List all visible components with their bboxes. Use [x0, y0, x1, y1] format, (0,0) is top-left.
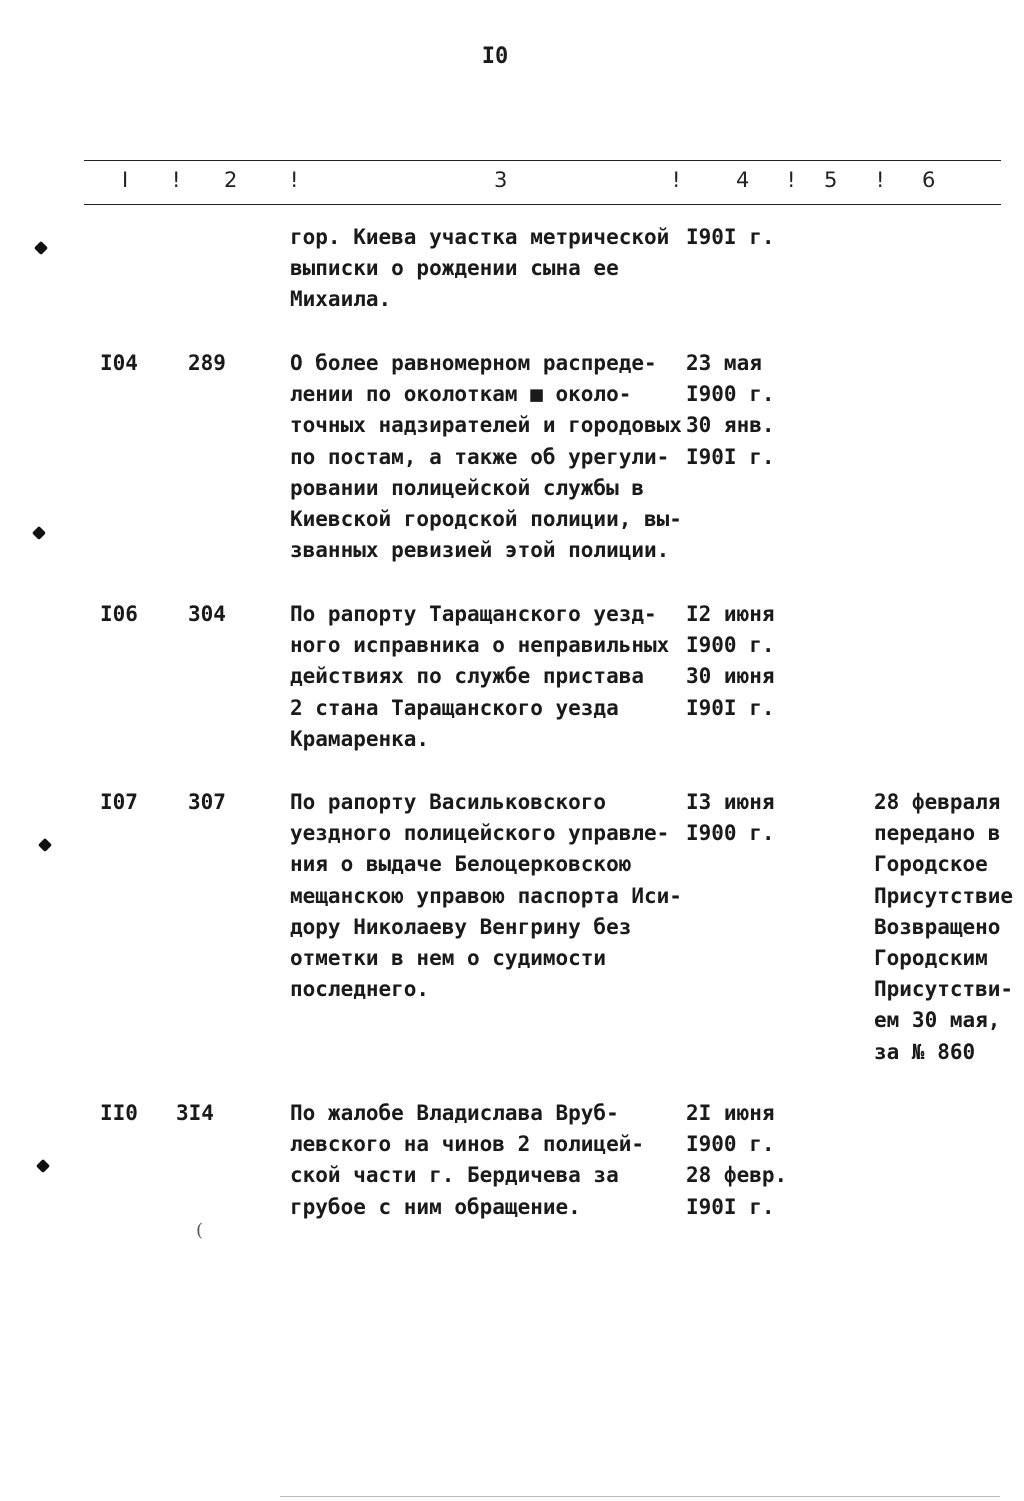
row-delo-number: 307: [188, 790, 226, 814]
header-col-2: 2: [224, 168, 238, 192]
row-description: гор. Киева участка метрической выписки о рождении сына ее Михаила.: [290, 225, 670, 312]
row-number: I04: [100, 351, 138, 375]
row-dates: I90I г.: [686, 225, 775, 249]
row-number: II0: [100, 1101, 138, 1125]
row-dates: I2 июня I900 г. 30 июня I90I г.: [686, 602, 775, 720]
header-col-5: 5: [824, 168, 838, 192]
header-separator: !: [876, 168, 885, 192]
header-bottom-rule: [84, 204, 1001, 205]
header-separator: !: [290, 168, 299, 192]
binder-hole-mark: [34, 241, 48, 255]
row-description: По рапорту Таращанского уезд- ного исправника о неправильных действиях по службе пристава 2 стана Таращанского уезда Крамаренка.: [290, 602, 670, 751]
header-separator: !: [672, 168, 681, 192]
row-delo-number: 289: [188, 351, 226, 375]
row-description: По рапорту Васильковского уездного полицейского управле- ния о выдаче Белоцерковскою мещанскою управою паспорта Иси- дору Николаеву Венгрину без отметки в нем о судимости последнего.: [290, 790, 682, 1002]
row-description: О более равномерном распреде- лении по околоткам ■ около- точных надзирателей и городовых по постам, а также об урегули- ровании полицейской службы в Киевской городской полиции, вы- званных ревизией этой полиции.: [290, 351, 682, 563]
row-delo-number: 3I4: [176, 1101, 214, 1125]
row-description: По жалобе Владислава Вруб- левского на чинов 2 полицей- ской части г. Бердичева за грубое с ним обращение.: [290, 1101, 645, 1219]
stray-pen-mark: (: [196, 1220, 204, 1241]
header-col-4: 4: [736, 168, 750, 192]
header-col-3: 3: [494, 168, 508, 192]
row-dates: 2I июня I900 г. 28 февр. I90I г.: [686, 1101, 788, 1219]
row-dates: I3 июня I900 г.: [686, 790, 775, 846]
row-note: 28 февраля передано в Городское Присутствие Возвращено Городским Присутстви- ем 30 мая, за № 860: [874, 790, 1014, 1064]
row-number: I06: [100, 602, 138, 626]
row-number: I07: [100, 790, 138, 814]
binder-hole-mark: [38, 838, 52, 852]
row-dates: 23 мая I900 г. 30 янв. I90I г.: [686, 351, 775, 469]
page-number: I0: [481, 44, 509, 69]
header-col-6: 6: [922, 168, 936, 192]
binder-hole-mark: [36, 1159, 50, 1173]
header-col-1: I: [122, 168, 129, 192]
header-separator: !: [787, 168, 796, 192]
row-delo-number: 304: [188, 602, 226, 626]
header-top-rule: [84, 160, 1001, 161]
page-bottom-edge: [280, 1496, 1000, 1497]
binder-hole-mark: [32, 526, 46, 540]
header-separator: !: [172, 168, 181, 192]
